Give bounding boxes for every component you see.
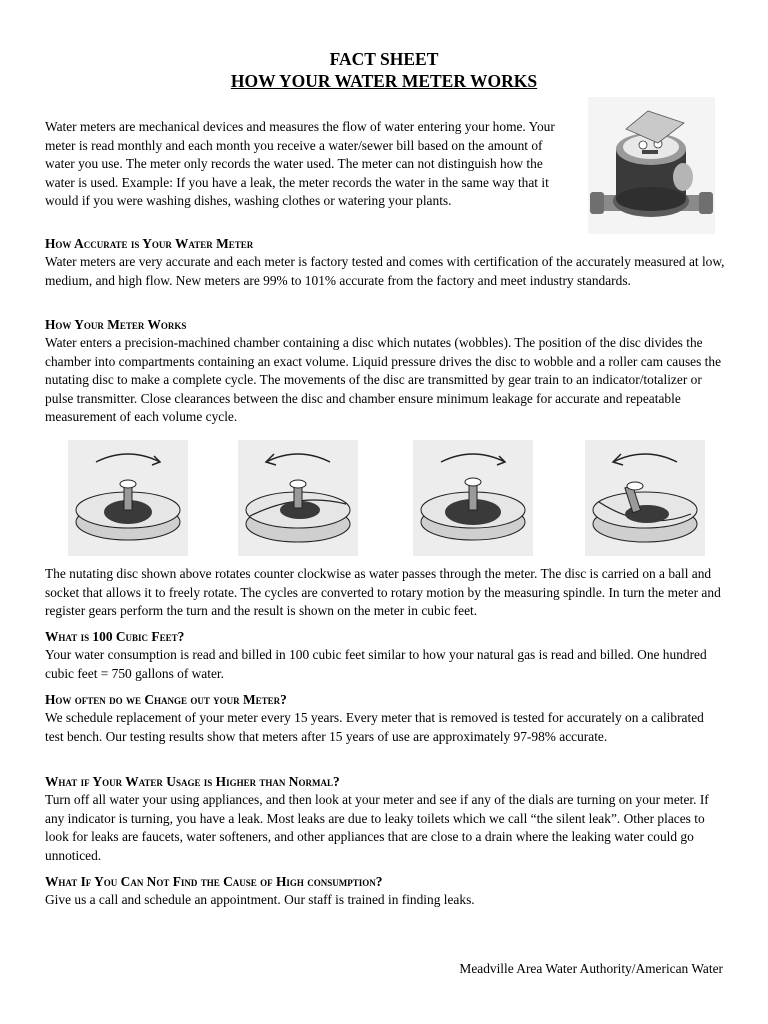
title-line-1: FACT SHEET: [329, 49, 439, 69]
page-title: [0, 48, 768, 92]
nutating-disc-description: The nutating disc shown above rotates counter clockwise as water passes through the meter. The disc is carried on a ball and socket that allows it to freely rotate. The cycles are converted to rotary motion by the measuring spindle. In turn the meter and register gears perform the turn and the result is shown on the meter in cubic feet.: [45, 566, 721, 619]
section-body-cannot-find-cause: Give us a call and schedule an appointment. Our staff is trained in finding leaks.: [45, 892, 475, 907]
footer-organization: Meadville Area Water Authority/American Water: [459, 961, 723, 976]
section-heading-meter-works: How Your Meter Works: [45, 317, 187, 332]
section-body-accuracy: Water meters are very accurate and each meter is factory tested and comes with certification of the accurately measured at low, medium, and high flow. New meters are 99% to 101% accurate from the factory and meet industry standards.: [45, 254, 725, 288]
section-heading-change-meter: How often do we Change out your Meter?: [45, 692, 287, 707]
intro-paragraph: Water meters are mechanical devices and measures the flow of water entering your home. Your meter is read monthly and each month you receive a water/sewer bill based on the amount of water you use. The meter only records the water used. The meter can not distinguish how the water is used. Example: If you have a leak, the meter records the water in the same way that it would if you were washing dishes, washing clothes or watering your plants.: [45, 119, 555, 209]
nutating-disc-figure-4: [585, 440, 705, 556]
section-body-change-meter: We schedule replacement of your meter every 15 years. Every meter that is removed is tested for accurately on a calibrated test bench. Our testing results show that meters after 15 years of use are approximately 97-98% accurate.: [45, 710, 704, 744]
section-heading-accuracy: How Accurate is Your Water Meter: [45, 236, 254, 251]
section-heading-cannot-find-cause: What If You Can Not Find the Cause of High consumption?: [45, 874, 383, 889]
section-body-higher-usage: Turn off all water your using appliances, and then look at your meter and see if any of the dials are turning on your meter. If any indicator is turning, you have a leak. Most leaks are due to leaky toilets which we call “the silent leak”. Other places to look for leaks are faucets, water softeners, and other appliances that are close to a drain where the leaking water could go unnoticed.: [45, 792, 709, 863]
section-body-meter-works: Water enters a precision-machined chamber containing a disc which nutates (wobbles). The position of the disc divides the chamber into compartments containing an exact volume. Liquid pressure drives the disc to wobble and a roller cam causes the nutating disc to make a complete cycle. The movements of the disc are transmitted by gear train to an indicator/totalizer or pulse transmitter. Close clearances between the disc and chamber ensure minimum leakage for accurate and repeatable measurement of each volume cycle.: [45, 335, 722, 425]
water-meter-photo: [588, 97, 715, 234]
nutating-disc-figure-1: [68, 440, 188, 556]
section-heading-100-cubic-feet: What is 100 Cubic Feet?: [45, 629, 185, 644]
section-body-100-cubic-feet: Your water consumption is read and billed in 100 cubic feet similar to how your natural gas is read and billed. One hundred cubic feet = 750 gallons of water.: [45, 647, 707, 681]
section-heading-higher-usage: What if Your Water Usage is Higher than Normal?: [45, 774, 340, 789]
nutating-disc-figure-3: [413, 440, 533, 556]
title-line-2: HOW YOUR WATER METER WORKS: [230, 71, 538, 91]
nutating-disc-figure-2: [238, 440, 358, 556]
